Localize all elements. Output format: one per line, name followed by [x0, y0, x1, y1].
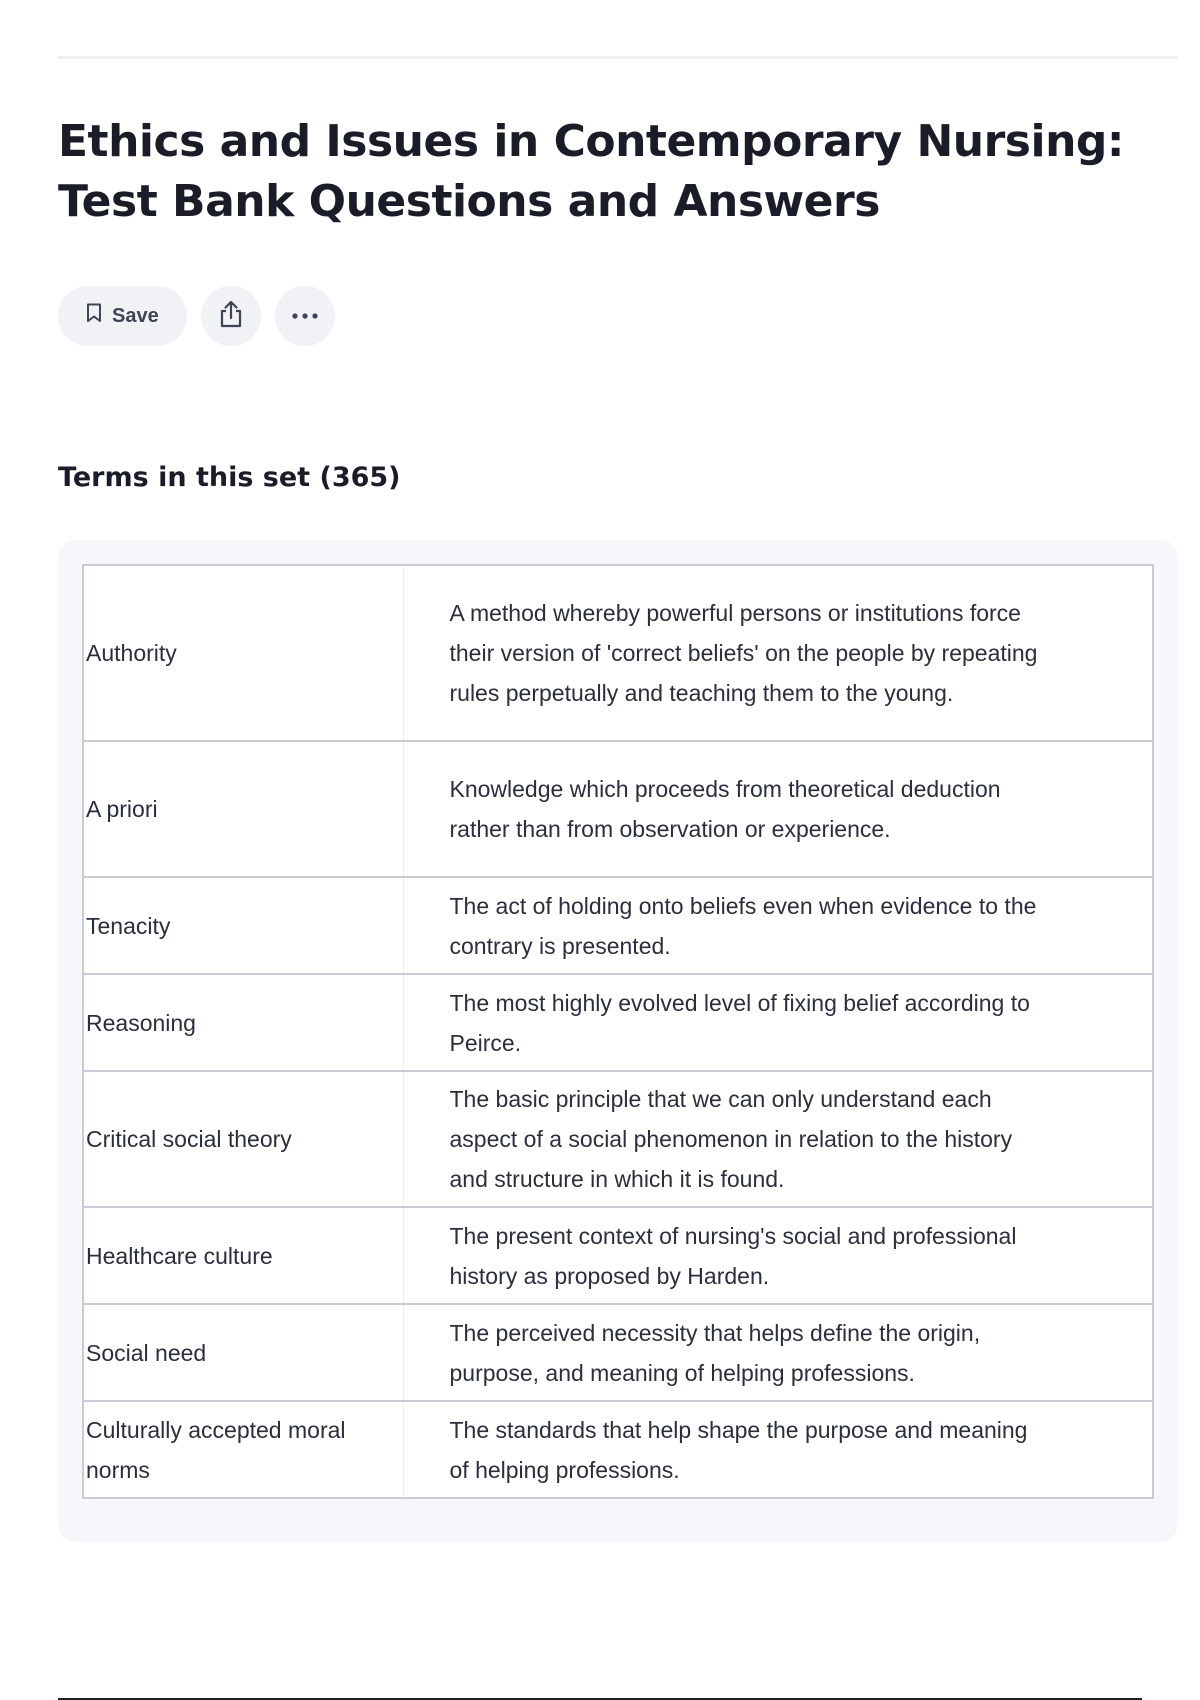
share-icon: [218, 300, 244, 333]
table-row: [83, 1401, 1153, 1498]
table-row: [83, 565, 1153, 741]
definition-cell: A method whereby powerful persons or institutions force their version of 'correct beliefs' on the people by repeating rules perpetually and teaching them to the young.: [403, 565, 1153, 741]
table-row: [83, 1207, 1153, 1304]
definition-cell: The perceived necessity that helps define the origin, purpose, and meaning of helping professions.: [403, 1304, 1153, 1401]
definition-cell: Knowledge which proceeds from theoretical deduction rather than from observation or experience.: [403, 741, 1153, 877]
term-cell: Tenacity: [83, 877, 403, 974]
term-cell: Social need: [83, 1304, 403, 1401]
header-divider: [58, 56, 1178, 59]
definition-cell: The act of holding onto beliefs even when evidence to the contrary is presented.: [403, 877, 1153, 974]
save-button-label: Save: [112, 304, 159, 327]
definition-cell: The standards that help shape the purpose and meaning of helping professions.: [403, 1401, 1153, 1498]
table-row: [83, 974, 1153, 1071]
definition-cell: The most highly evolved level of fixing belief according to Peirce.: [403, 974, 1153, 1071]
definition-cell: The basic principle that we can only understand each aspect of a social phenomenon in relation to the history and structure in which it is found.: [403, 1071, 1153, 1207]
table-row: [83, 1071, 1153, 1207]
definition-cell: The present context of nursing's social and professional history as proposed by Harden.: [403, 1207, 1153, 1304]
term-cell: A priori: [83, 741, 403, 877]
action-bar: [58, 286, 335, 346]
terms-panel: [58, 540, 1178, 1542]
table-row: [83, 741, 1153, 877]
more-icon: [291, 307, 319, 325]
terms-table: [82, 564, 1154, 1499]
terms-heading: Terms in this set (365): [58, 462, 401, 493]
share-button[interactable]: [201, 286, 261, 346]
table-row: [83, 877, 1153, 974]
bookmark-icon: [86, 303, 102, 329]
term-cell: Reasoning: [83, 974, 403, 1071]
save-button[interactable]: [58, 286, 187, 346]
page-title: Ethics and Issues in Contemporary Nursing: Test Bank Questions and Answers: [58, 116, 1124, 227]
term-cell: Culturally accepted moral norms: [83, 1401, 403, 1498]
term-cell: Authority: [83, 565, 403, 741]
term-cell: Healthcare culture: [83, 1207, 403, 1304]
term-cell: Critical social theory: [83, 1071, 403, 1207]
more-options-button[interactable]: [275, 286, 335, 346]
table-row: [83, 1304, 1153, 1401]
